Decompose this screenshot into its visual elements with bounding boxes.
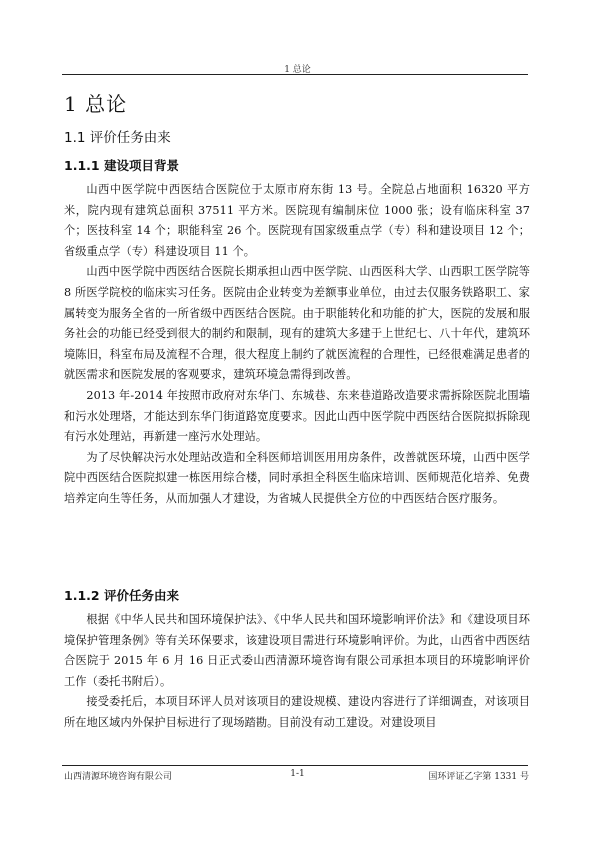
footer-certificate: 国环评证乙字第 1331 号: [428, 772, 529, 782]
footer-page-number: 1-1: [290, 769, 305, 779]
paragraph: 山西中医学院中西医结合医院位于太原市府东街 13 号。全院总占地面积 16320 平方米，院内现有建筑总面积 37511 平方米。医院现有编制床位 1000 张；设有临床科室 37 个；医技科室 14 个；职能科室 26 个。医院现有国家级重点学（专）科和建设项目 12 个；省级重点学（专）科建设项目 11 个。: [64, 183, 530, 258]
footer-company: 山西清源环境咨询有限公司: [64, 772, 173, 782]
paragraph: 为了尽快解决污水处理站改造和全科医师培训医用用房条件，改善就医环境，山西中医学院中西医结合医院拟建一栋医用综合楼，同时承担全科医生临床培训、医师规范化培养、免费培养定向生等任务，从而加强人才建设，为省城人民提供全方位的中西医结合医疗服务。: [64, 450, 530, 505]
running-header: 1 总论: [284, 65, 311, 75]
task-origin-body: [64, 610, 530, 734]
background-body: [64, 180, 530, 510]
subsection-title-task-origin: 1.1.2 评价任务由来: [64, 588, 179, 603]
section-title: 1.1 评价任务由来: [64, 130, 171, 146]
subsection-title-background: 1.1.1 建设项目背景: [64, 158, 179, 173]
paragraph: 2013 年-2014 年按照市政府对东华门、东城巷、东来巷道路改造要求需拆除医院北围墙和污水处理塔，才能达到东华门街道路宽度要求。因此山西中医学院中西医结合医院拟拆除现有污水处理站，再新建一座污水处理站。: [64, 388, 530, 444]
paragraph: 山西中医学院中西医结合医院长期承担山西中医学院、山西医科大学、山西职工医学院等 8 所医学院校的临床实习任务。医院由企业转变为差额事业单位，由过去仅服务铁路职工、家属转变为服务全省的一所省级中西医结合医院。由于职能转化和功能的扩大，医院的发展和服务社会的功能已经受到很大的制约和限制，现有的建筑大多建于上世纪七、八十年代，建筑环境陈旧，科室布局及流程不合理，很大程度上制约了就医流程的合理性，已经很难满足患者的就医需求和医院发展的客观要求，建筑环境急需得到改善。: [64, 265, 530, 382]
chapter-title: 1 总论: [64, 92, 128, 116]
footer-rule: [62, 765, 528, 766]
paragraph: 根据《中华人民共和国环境保护法》、《中华人民共和国环境影响评价法》和《建设项目环境保护管理条例》等有关环保要求，该建设项目需进行环境影响评价。为此，山西省中西医结合医院于 2015 年 6 月 16 日正式委山西清源环境咨询有限公司承担本项目的环境影响评价工作（委托书附后）。: [64, 613, 530, 688]
header-rule: [62, 74, 528, 75]
paragraph: 接受委托后，本项目环评人员对该项目的建设规模、建设内容进行了详细调查，对该项目所在地区域内外保护目标进行了现场踏勘。目前没有动工建设。对建设项目: [64, 695, 530, 729]
